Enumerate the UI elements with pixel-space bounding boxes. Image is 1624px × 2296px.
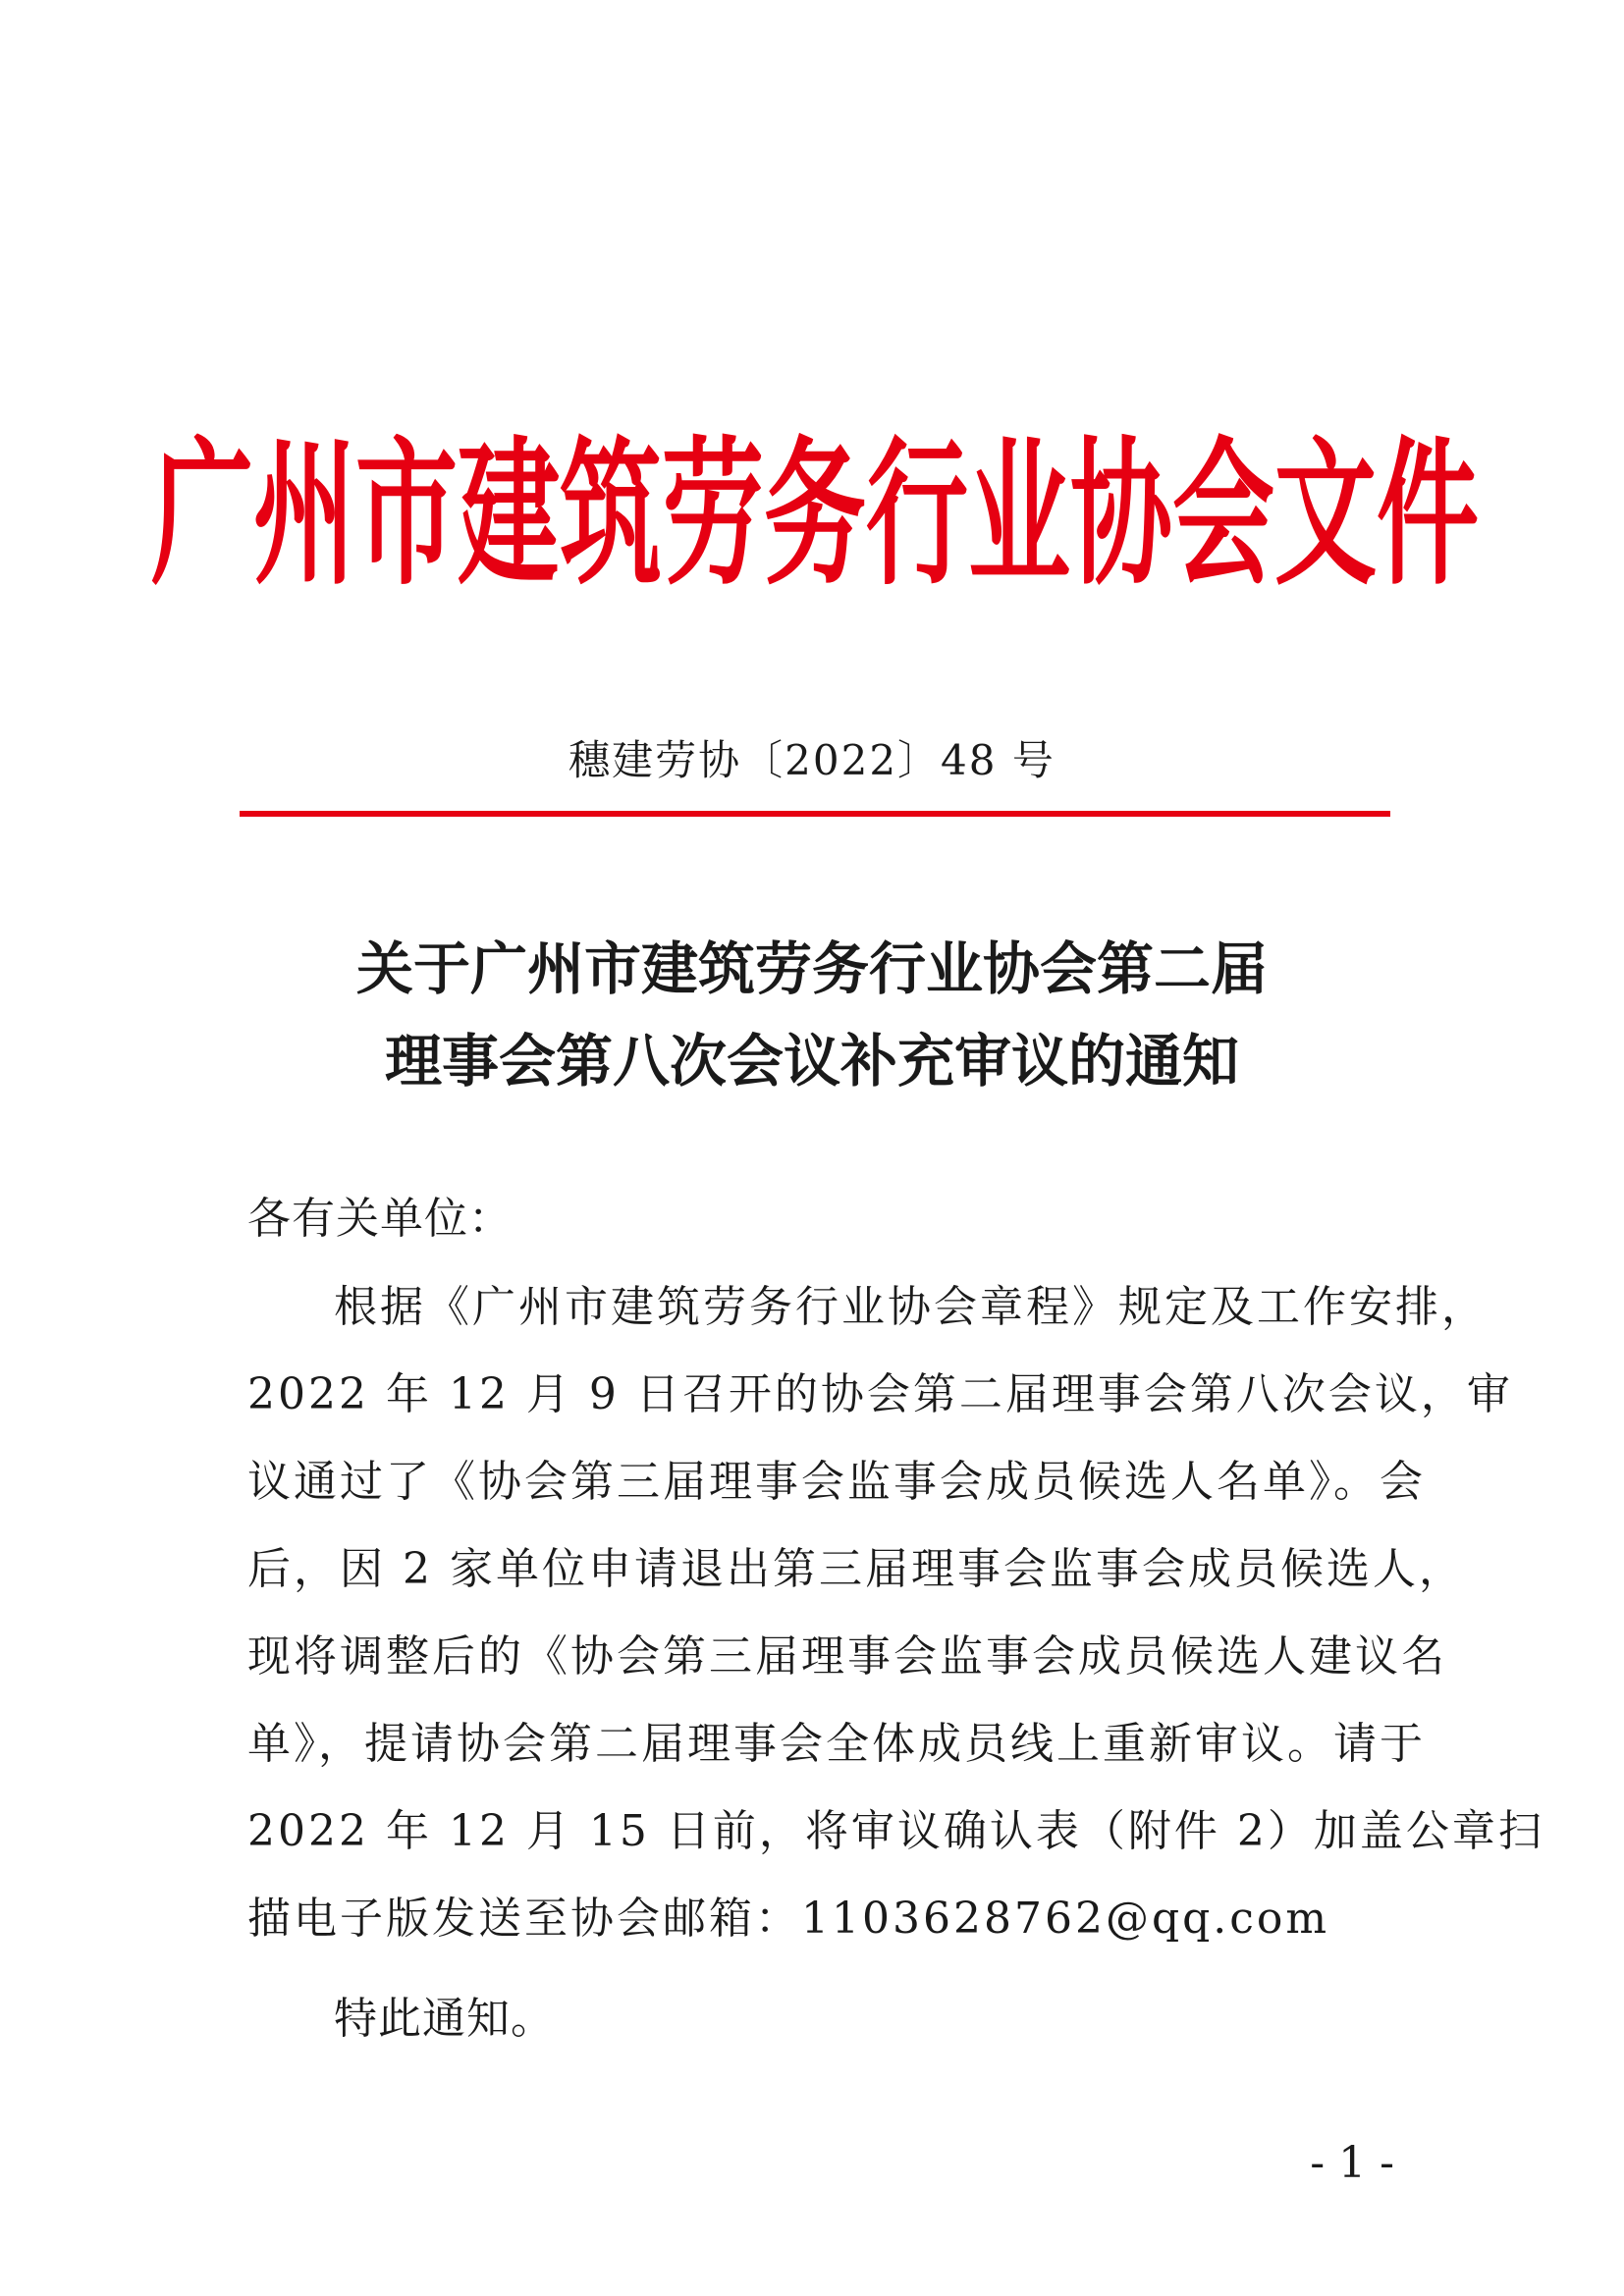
masthead-text: 广州市建筑劳务行业协会文件 bbox=[151, 421, 1480, 608]
paragraph-line: 描电子版发送至协会邮箱：1103628762@qq.com bbox=[247, 1894, 1330, 1944]
paragraph-line: 议通过了《协会第三届理事会监事会成员候选人名单》。会 bbox=[247, 1457, 1426, 1507]
paragraph-line: 现将调整后的《协会第三届理事会监事会成员候选人建议名 bbox=[247, 1631, 1447, 1682]
red-divider-line bbox=[240, 811, 1390, 817]
paragraph-line: 根据《广州市建筑劳务行业协会章程》规定及工作安排， bbox=[334, 1282, 1488, 1332]
page-number: - 1 - bbox=[1310, 2138, 1394, 2188]
paragraph-line: 后，因 2 家单位申请退出第三届理事会监事会成员候选人， bbox=[247, 1544, 1465, 1594]
notice-title-line-2: 理事会第八次会议补充审议的通知 bbox=[384, 1028, 1239, 1095]
masthead-title bbox=[151, 402, 1480, 608]
paragraph-line: 2022 年 12 月 15 日前，将审议确认表（附件 2）加盖公章扫 bbox=[247, 1806, 1544, 1856]
salutation: 各有关单位： bbox=[247, 1194, 513, 1244]
paragraph-line: 2022 年 12 月 9 日召开的协会第二届理事会第八次会议，审 bbox=[247, 1369, 1513, 1419]
document-number: 穗建劳协〔2022〕48 号 bbox=[568, 736, 1056, 784]
notice-title-line-1: 关于广州市建筑劳务行业协会第二届 bbox=[355, 935, 1268, 1002]
paragraph-line: 单》，提请协会第二届理事会全体成员线上重新审议。请于 bbox=[247, 1719, 1426, 1769]
closing-remark: 特此通知。 bbox=[334, 1994, 555, 2044]
